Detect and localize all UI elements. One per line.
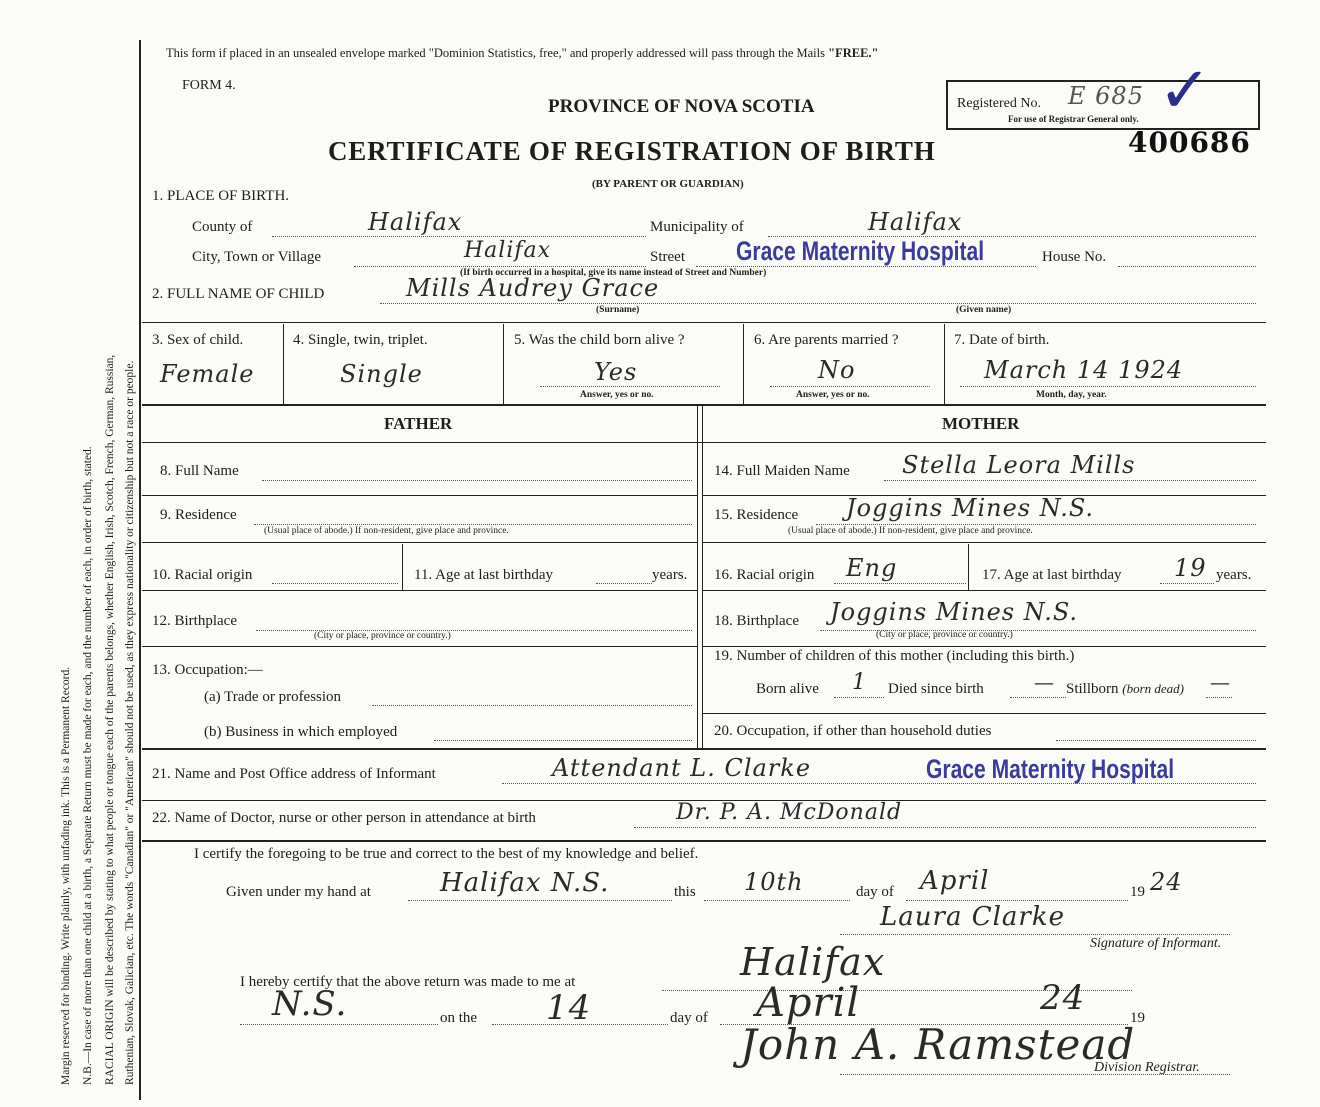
registrar-statement: I hereby certify that the above return was made to me at xyxy=(240,974,576,990)
check-mark-icon: ✓ xyxy=(1158,54,1212,128)
multiple-value: Single xyxy=(340,360,423,388)
given-label: Given under my hand at xyxy=(226,884,371,900)
registrar-year-value: 24 xyxy=(1040,978,1086,1018)
given-year-prefix: 19 xyxy=(1130,884,1145,900)
mother-residence-value: Joggins Mines N.S. xyxy=(846,494,1095,522)
divider-5 xyxy=(743,324,744,404)
division-registrar-caption: Division Registrar. xyxy=(1094,1060,1200,1075)
certify-statement: I certify the foregoing to be true and correct to the best of my knowledge and belief. xyxy=(194,846,699,862)
mother-age-label: 17. Age at last birthday xyxy=(982,567,1122,583)
rule-row-top xyxy=(142,322,1266,323)
mother-residence-label: 15. Residence xyxy=(714,507,799,523)
mother-years: years. xyxy=(1216,567,1252,583)
street-label: Street xyxy=(650,249,685,265)
mother-maiden-value: Stella Leora Mills xyxy=(902,451,1136,479)
registered-box xyxy=(946,80,1260,130)
mother-racial-line xyxy=(834,583,966,584)
given-month-value: April xyxy=(920,866,990,896)
father-trade-label: (a) Trade or profession xyxy=(204,689,342,705)
divider-3 xyxy=(283,324,284,404)
alive-label: 5. Was the child born alive ? xyxy=(514,332,685,348)
mother-maiden-line xyxy=(884,480,1256,481)
hospital-note: (If birth occurred in a hospital, give its name instead of Street and Number) xyxy=(460,268,767,278)
certificate-subtitle: (BY PARENT OR GUARDIAN) xyxy=(592,178,744,190)
given-year-value: 24 xyxy=(1150,868,1183,896)
registrar-month-value: April xyxy=(756,980,861,1026)
father-racial-line xyxy=(272,583,398,584)
given-place-value: Halifax N.S. xyxy=(440,868,610,898)
margin-note-2: N.B.—In case of more than one child at a birth, a Separate Return must be made for each, and the number of each, in order of birth, stated. xyxy=(82,446,94,1085)
mother-occupation-label: 20. Occupation, if other than household duties xyxy=(714,723,992,739)
registrar-signature: John A. Ramstead xyxy=(740,1020,1136,1069)
stillborn-label xyxy=(1066,681,1184,698)
rule-22 xyxy=(142,840,1266,842)
father-occupation-label: 13. Occupation:— xyxy=(152,662,263,678)
sex-value: Female xyxy=(160,360,255,388)
divider-6 xyxy=(944,324,945,404)
informant-signature: Laura Clarke xyxy=(880,902,1065,932)
mother-birthplace-label: 18. Birthplace xyxy=(714,613,799,629)
rule-parents-bottom xyxy=(142,748,1266,750)
mail-note: This form if placed in an unsealed envelope marked "Dominion Statistics, free," and properly addressed will pass through the Mails "FREE." xyxy=(166,46,879,60)
multiple-label: 4. Single, twin, triplet. xyxy=(293,332,428,348)
father-birthplace-label: 12. Birthplace xyxy=(152,613,237,629)
mother-racial-value: Eng xyxy=(846,554,898,582)
mother-residence-line xyxy=(816,524,1256,525)
married-label: 6. Are parents married ? xyxy=(754,332,899,348)
city-value: Halifax xyxy=(464,238,552,263)
doctor-value: Dr. P. A. McDonald xyxy=(676,800,903,825)
dob-caption: Month, day, year. xyxy=(1036,390,1107,400)
mother-maiden-label: 14. Full Maiden Name xyxy=(714,463,850,479)
registrar-place-value: Halifax xyxy=(740,940,886,984)
registrar-day-of-label: day of xyxy=(670,1010,708,1026)
mother-rule-19 xyxy=(703,713,1266,714)
mother-birthplace-value: Joggins Mines N.S. xyxy=(830,598,1079,626)
mother-racial-label: 16. Racial origin xyxy=(714,567,815,583)
rule-row-bottom xyxy=(142,404,1266,406)
street-stamp: Grace Maternity Hospital xyxy=(736,236,985,266)
mother-rule-18 xyxy=(703,646,1266,647)
doctor-label: 22. Name of Doctor, nurse or other person in attendance at birth xyxy=(152,810,536,826)
child-name-line xyxy=(380,303,1256,304)
stillborn-caption: (born dead) xyxy=(1122,681,1185,696)
alive-line xyxy=(540,386,720,387)
married-caption: Answer, yes or no. xyxy=(796,390,870,400)
margin-note-3: RACIAL ORIGIN will be described by stating to what people or tongue each of the parents belongs, whether English, Irish, Scotch, French, German, Russian, xyxy=(104,354,116,1085)
father-divider-10 xyxy=(402,544,403,590)
informant-value: Attendant L. Clarke xyxy=(552,754,812,782)
given-day-line xyxy=(704,900,850,901)
province-heading: PROVINCE OF NOVA SCOTIA xyxy=(548,96,815,117)
dob-value: March 14 1924 xyxy=(984,356,1184,384)
city-line xyxy=(354,266,646,267)
informant-signature-caption: Signature of Informant. xyxy=(1090,936,1222,951)
margin-rule xyxy=(139,40,141,1100)
father-heading: FATHER xyxy=(384,414,453,433)
died-since-birth-line xyxy=(1010,697,1066,698)
father-residence-label: 9. Residence xyxy=(160,507,237,523)
father-rule-9 xyxy=(142,542,697,543)
margin-note-4: Ruthenian, Slovak, Galician, etc. The words "Canadian" or "American" should not be used, as they express nationality or citizenship but not a race or people. xyxy=(124,360,136,1085)
registrar-on-the-label: on the xyxy=(440,1010,478,1026)
alive-value: Yes xyxy=(594,358,638,386)
center-divider-b xyxy=(702,406,703,748)
mother-rule-16 xyxy=(703,590,1266,591)
doctor-line xyxy=(634,827,1256,828)
surname-caption: (Surname) xyxy=(596,305,640,315)
mother-age-value: 19 xyxy=(1174,554,1207,582)
mother-children-label: 19. Number of children of this mother (including this birth.) xyxy=(714,648,1075,664)
born-alive-value: 1 xyxy=(852,670,867,695)
stillborn-text: Stillborn xyxy=(1066,681,1119,697)
informant-label: 21. Name and Post Office address of Informant xyxy=(152,766,436,782)
given-name-caption: (Given name) xyxy=(956,305,1012,315)
file-number: 400686 xyxy=(1128,126,1251,159)
father-years: years. xyxy=(652,567,688,583)
child-name-value: Mills Audrey Grace xyxy=(406,274,660,302)
father-age-line xyxy=(596,583,652,584)
father-business-line xyxy=(434,740,692,741)
mother-rule-15 xyxy=(703,542,1266,543)
father-age-label: 11. Age at last birthday xyxy=(414,567,553,583)
registrar-year-prefix: 19 xyxy=(1130,1010,1145,1026)
born-alive-line xyxy=(834,697,884,698)
father-business-label: (b) Business in which employed xyxy=(204,724,398,740)
father-birthplace-caption: (City or place, province or country.) xyxy=(314,631,451,641)
born-alive-label: Born alive xyxy=(756,681,819,697)
given-day-value: 10th xyxy=(744,868,804,896)
father-trade-line xyxy=(372,705,692,706)
dob-label: 7. Date of birth. xyxy=(954,332,1050,348)
died-since-birth-value: — xyxy=(1034,670,1055,694)
informant-signature-line xyxy=(840,934,1230,935)
form-number: FORM 4. xyxy=(182,78,236,93)
child-name-label: 2. FULL NAME OF CHILD xyxy=(152,286,325,302)
married-value: No xyxy=(818,356,856,384)
registrar-day-value: 14 xyxy=(546,988,592,1028)
father-racial-label: 10. Racial origin xyxy=(152,567,253,583)
father-rule-12 xyxy=(142,646,697,647)
dob-line xyxy=(960,386,1256,387)
registrar-province-value: N.S. xyxy=(272,984,348,1024)
stillborn-value: — xyxy=(1210,670,1231,694)
divider-4 xyxy=(503,324,504,404)
registered-value: E 685 xyxy=(1068,82,1144,110)
mother-heading: MOTHER xyxy=(942,414,1020,433)
father-residence-caption: (Usual place of abode.) If non-resident, give place and province. xyxy=(264,526,509,536)
given-month-line xyxy=(906,900,1128,901)
alive-caption: Answer, yes or no. xyxy=(580,390,654,400)
mother-birthplace-caption: (City or place, province or country.) xyxy=(876,630,1013,640)
house-number-line xyxy=(1118,266,1256,267)
father-rule-10 xyxy=(142,590,697,591)
county-line xyxy=(272,236,646,237)
given-this-label: this xyxy=(674,884,696,900)
mother-divider-16 xyxy=(968,544,969,590)
margin-note-1: Margin reserved for binding. Write plainly, with unfading ink. This is a Permanent Record. xyxy=(60,666,72,1085)
given-day-of-label: day of xyxy=(856,884,894,900)
father-name-line xyxy=(262,480,692,481)
certificate-title: CERTIFICATE OF REGISTRATION OF BIRTH xyxy=(328,136,936,166)
died-since-birth-label: Died since birth xyxy=(888,681,984,697)
place-of-birth-heading: 1. PLACE OF BIRTH. xyxy=(152,188,290,204)
city-label: City, Town or Village xyxy=(192,249,322,265)
county-value: Halifax xyxy=(368,208,463,236)
municipality-value: Halifax xyxy=(868,208,963,236)
mother-age-line xyxy=(1160,583,1214,584)
municipality-label: Municipality of xyxy=(650,219,744,235)
registrar-province-line xyxy=(240,1024,438,1025)
married-line xyxy=(770,386,930,387)
mother-residence-caption: (Usual place of abode.) If non-resident, give place and province. xyxy=(788,526,1033,536)
father-rule-8 xyxy=(142,495,697,496)
county-label: County of xyxy=(192,219,253,235)
mother-occupation-line xyxy=(1056,740,1256,741)
registered-label: Registered No. xyxy=(957,96,1041,111)
father-residence-line xyxy=(254,524,692,525)
center-divider-a xyxy=(697,406,698,748)
father-name-label: 8. Full Name xyxy=(160,463,239,479)
house-number-label: House No. xyxy=(1042,249,1107,265)
given-place-line xyxy=(408,900,672,901)
stillborn-line xyxy=(1206,697,1232,698)
heading-rule xyxy=(142,442,1266,443)
sex-label: 3. Sex of child. xyxy=(152,332,244,348)
informant-stamp: Grace Maternity Hospital xyxy=(926,754,1175,784)
registrar-note: For use of Registrar General only. xyxy=(1008,114,1139,124)
